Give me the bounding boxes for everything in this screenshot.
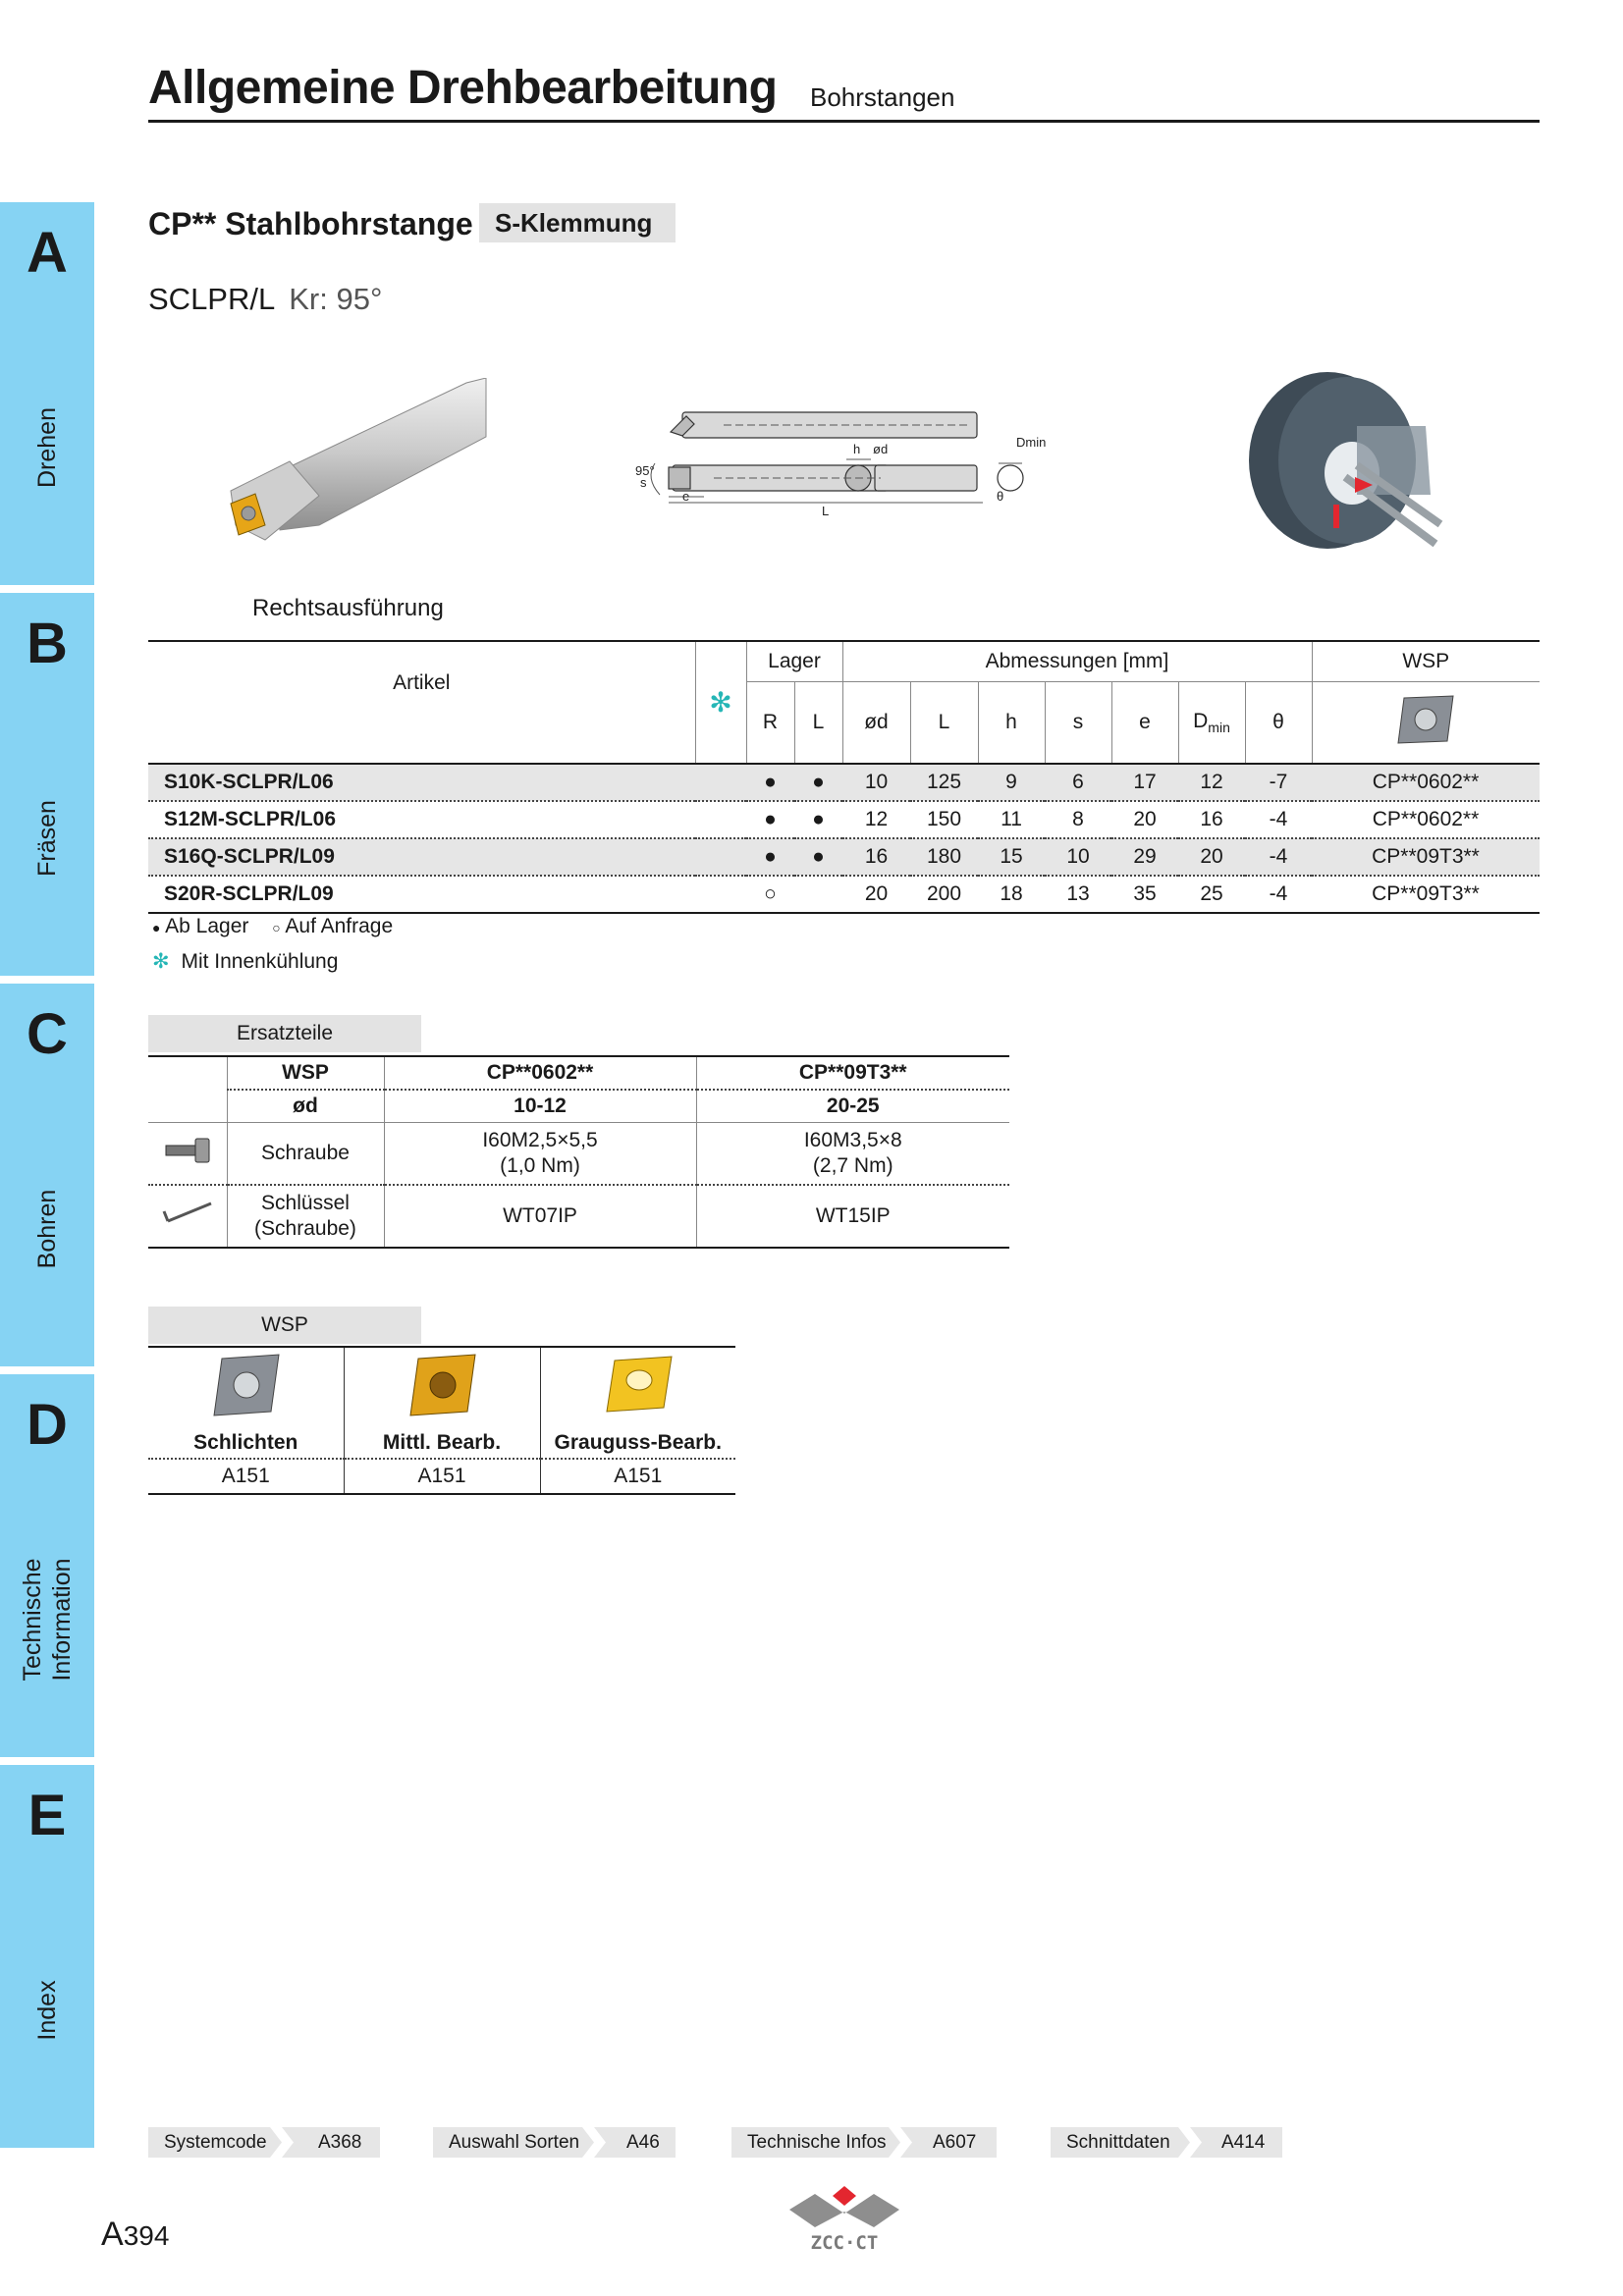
tab-b[interactable]: [0, 593, 94, 976]
cell-d: 16: [842, 838, 910, 876]
cell-coolant: [695, 838, 746, 876]
cell-r: ○: [746, 876, 794, 913]
inserts-table: [148, 1346, 735, 1495]
label-d: ød: [873, 442, 889, 456]
col-wsp: WSP: [1312, 641, 1540, 682]
insert-castiron-name: Grauguss-Bearb.: [540, 1428, 735, 1459]
screw-spec: I60M2,5×5,5: [482, 1128, 598, 1151]
col-s: s: [1045, 682, 1111, 765]
kr-angle: Kr: 95°: [289, 282, 383, 316]
col-d: ød: [842, 682, 910, 765]
screw-label: Schraube: [227, 1123, 384, 1186]
cell-artikel: S16Q-SCLPR/L09: [148, 838, 695, 876]
cell-h: 18: [978, 876, 1045, 913]
cell-h: 11: [978, 801, 1045, 838]
stock-symbol: ●: [152, 920, 161, 935]
cell-e: 20: [1111, 801, 1178, 838]
tab-label: Technische Information: [19, 1558, 76, 1682]
clamping-badge: S-Klemmung: [479, 203, 676, 242]
tab-letter: C: [27, 1002, 68, 1066]
label-s: s: [640, 475, 647, 490]
tab-letter: B: [27, 612, 68, 675]
request-label: Auf Anfrage: [285, 915, 394, 937]
col-wsp-icon: [1312, 682, 1540, 765]
col-dmin-main: D: [1193, 709, 1209, 732]
cell-dmin: 16: [1178, 801, 1245, 838]
cell-len: 180: [910, 838, 978, 876]
cell-dmin: 20: [1178, 838, 1245, 876]
cell-dmin: 25: [1178, 876, 1245, 913]
tab-a[interactable]: [0, 202, 94, 585]
cell-r: ●: [746, 838, 794, 876]
label-theta: θ: [997, 489, 1004, 504]
table-row: [148, 801, 1540, 838]
cell-e: 17: [1111, 764, 1178, 801]
nav-label: Auswahl Sorten: [449, 2132, 580, 2153]
legend-stock: [152, 915, 393, 938]
col-len: L: [910, 682, 978, 765]
model-line: [148, 282, 382, 317]
caption-right-hand: Rechtsausführung: [252, 595, 444, 621]
cell-r: ●: [746, 764, 794, 801]
cell-theta: -4: [1245, 801, 1312, 838]
insert-finishing-name: Schlichten: [148, 1428, 344, 1459]
cell-len: 200: [910, 876, 978, 913]
tab-c[interactable]: [0, 984, 94, 1366]
screw-0602: [384, 1123, 696, 1186]
cell-wsp: CP**0602**: [1312, 801, 1540, 838]
spare-d-09t3: 20-25: [696, 1090, 1009, 1123]
boring-bar-image: [211, 378, 491, 560]
label-e: e: [682, 489, 690, 504]
technical-drawing: [625, 404, 1057, 522]
cell-h: 9: [978, 764, 1045, 801]
screw-09t3: [696, 1123, 1009, 1186]
col-r: R: [746, 682, 794, 765]
logo-mark: [787, 2184, 901, 2229]
tab-label: Bohren: [33, 1189, 61, 1269]
article-table: [148, 640, 1540, 914]
spare-parts-table: [148, 1055, 1009, 1249]
col-e: e: [1111, 682, 1178, 765]
insert-castiron-code[interactable]: A151: [540, 1459, 735, 1494]
cell-wsp: CP**0602**: [1312, 764, 1540, 801]
cell-e: 35: [1111, 876, 1178, 913]
table-row: [148, 876, 1540, 913]
page-number: [101, 2216, 169, 2254]
label-angle: 95°: [635, 463, 655, 478]
tab-letter: D: [27, 1393, 68, 1457]
screw-torque: (2,7 Nm): [812, 1154, 893, 1177]
cell-s: 8: [1045, 801, 1111, 838]
col-abmessungen: Abmessungen [mm]: [842, 641, 1312, 682]
nav-ref: A46: [626, 2132, 660, 2153]
nav-schnittdaten[interactable]: [1051, 2127, 1282, 2158]
nav-technische-infos[interactable]: [731, 2127, 997, 2158]
col-l: L: [794, 682, 842, 765]
cell-s: 13: [1045, 876, 1111, 913]
cell-s: 10: [1045, 838, 1111, 876]
screw-torque: (1,0 Nm): [500, 1154, 580, 1177]
cell-artikel: S20R-SCLPR/L09: [148, 876, 695, 913]
cell-l: ●: [794, 838, 842, 876]
tab-label: Index: [33, 1980, 61, 2041]
nav-label: Technische Infos: [747, 2132, 887, 2153]
brand-name: ZCC·CT: [810, 2232, 879, 2254]
key-label-cell: [227, 1185, 384, 1248]
tab-letter: A: [27, 221, 68, 285]
col-lager: Lager: [746, 641, 842, 682]
spare-d-label: ød: [227, 1090, 384, 1123]
cell-l: [794, 876, 842, 913]
chevron-right-icon: [889, 2127, 912, 2158]
page-subtitle: Bohrstangen: [810, 82, 955, 112]
cell-coolant: [695, 876, 746, 913]
cell-wsp: CP**09T3**: [1312, 838, 1540, 876]
cell-s: 6: [1045, 764, 1111, 801]
insert-castiron-image: [540, 1347, 735, 1428]
spare-wsp-label: WSP: [227, 1056, 384, 1090]
tab-e[interactable]: [0, 1765, 94, 2148]
cell-coolant: [695, 764, 746, 801]
nav-auswahl-sorten[interactable]: [433, 2127, 676, 2158]
nav-systemcode[interactable]: [148, 2127, 380, 2158]
spare-parts-title: Ersatzteile: [148, 1015, 421, 1052]
cell-len: 125: [910, 764, 978, 801]
coolant-legend-label: Mit Innenkühlung: [181, 950, 339, 973]
coolant-header: [695, 641, 746, 764]
cell-theta: -7: [1245, 764, 1312, 801]
insert-icon: [1394, 692, 1457, 747]
page-title: Allgemeine Drehbearbeitung: [148, 62, 778, 114]
label-l: L: [822, 504, 830, 518]
label-dmin: Dmin: [1016, 435, 1047, 450]
title-rule: [148, 120, 1540, 123]
stock-label: Ab Lager: [165, 915, 249, 937]
cell-d: 10: [842, 764, 910, 801]
chevron-right-icon: [1178, 2127, 1202, 2158]
key-sub: (Schraube): [254, 1217, 356, 1240]
cell-d: 12: [842, 801, 910, 838]
label-h: h: [853, 442, 861, 456]
cell-coolant: [695, 801, 746, 838]
cell-d: 20: [842, 876, 910, 913]
logo-diamond-red: [833, 2186, 856, 2206]
table-row: [148, 838, 1540, 876]
insert-medium-code[interactable]: A151: [344, 1459, 540, 1494]
tab-letter: E: [27, 1784, 67, 1847]
insert-finishing-code[interactable]: A151: [148, 1459, 344, 1494]
col-dmin: [1178, 682, 1245, 765]
workpiece-image: [1239, 367, 1445, 563]
cell-dmin: 12: [1178, 764, 1245, 801]
chevron-right-icon: [582, 2127, 606, 2158]
brand-logo: [785, 2184, 903, 2254]
page-num: 394: [123, 2220, 170, 2251]
cell-r: ●: [746, 801, 794, 838]
cell-artikel: S10K-SCLPR/L06: [148, 764, 695, 801]
coolant-icon: ✻: [709, 687, 732, 718]
product-title: CP** Stahlbohrstange: [148, 206, 473, 241]
cell-l: ●: [794, 801, 842, 838]
key-09t3: WT15IP: [696, 1185, 1009, 1248]
tab-d[interactable]: [0, 1374, 94, 1757]
inserts-title: WSP: [148, 1307, 421, 1344]
spare-wsp-0602: CP**0602**: [384, 1056, 696, 1090]
insert-medium-name: Mittl. Bearb.: [344, 1428, 540, 1459]
request-symbol: ○: [272, 920, 281, 935]
col-dmin-sub: min: [1208, 720, 1230, 736]
nav-label: Systemcode: [164, 2132, 267, 2153]
col-artikel: Artikel: [148, 641, 695, 764]
tab-label: Drehen: [33, 407, 61, 488]
legend-coolant: [152, 949, 338, 974]
table-row: [148, 764, 1540, 801]
coolant-legend-icon: ✻: [152, 950, 170, 973]
insert-finishing-image: [148, 1347, 344, 1428]
cell-theta: -4: [1245, 838, 1312, 876]
page-section: A: [101, 2216, 124, 2253]
key-icon: [148, 1185, 227, 1248]
key-label: Schlüssel: [261, 1191, 350, 1214]
spare-d-0602: 10-12: [384, 1090, 696, 1123]
cell-artikel: S12M-SCLPR/L06: [148, 801, 695, 838]
cell-wsp: CP**09T3**: [1312, 876, 1540, 913]
spare-wsp-09t3: CP**09T3**: [696, 1056, 1009, 1090]
col-h: h: [978, 682, 1045, 765]
col-theta: θ: [1245, 682, 1312, 765]
insert-medium-image: [344, 1347, 540, 1428]
tab-label: Fräsen: [33, 800, 61, 877]
key-0602: WT07IP: [384, 1185, 696, 1248]
chevron-right-icon: [270, 2127, 294, 2158]
cell-l: ●: [794, 764, 842, 801]
nav-ref: A607: [933, 2132, 977, 2153]
cell-h: 15: [978, 838, 1045, 876]
cell-e: 29: [1111, 838, 1178, 876]
nav-label: Schnittdaten: [1066, 2132, 1170, 2153]
nav-ref: A368: [318, 2132, 362, 2153]
spare-corner: [148, 1056, 227, 1123]
cell-len: 150: [910, 801, 978, 838]
screw-spec: I60M3,5×8: [803, 1128, 902, 1151]
cell-theta: -4: [1245, 876, 1312, 913]
screw-icon: [148, 1123, 227, 1186]
nav-ref: A414: [1221, 2132, 1266, 2153]
model-code: SCLPR/L: [148, 282, 276, 316]
